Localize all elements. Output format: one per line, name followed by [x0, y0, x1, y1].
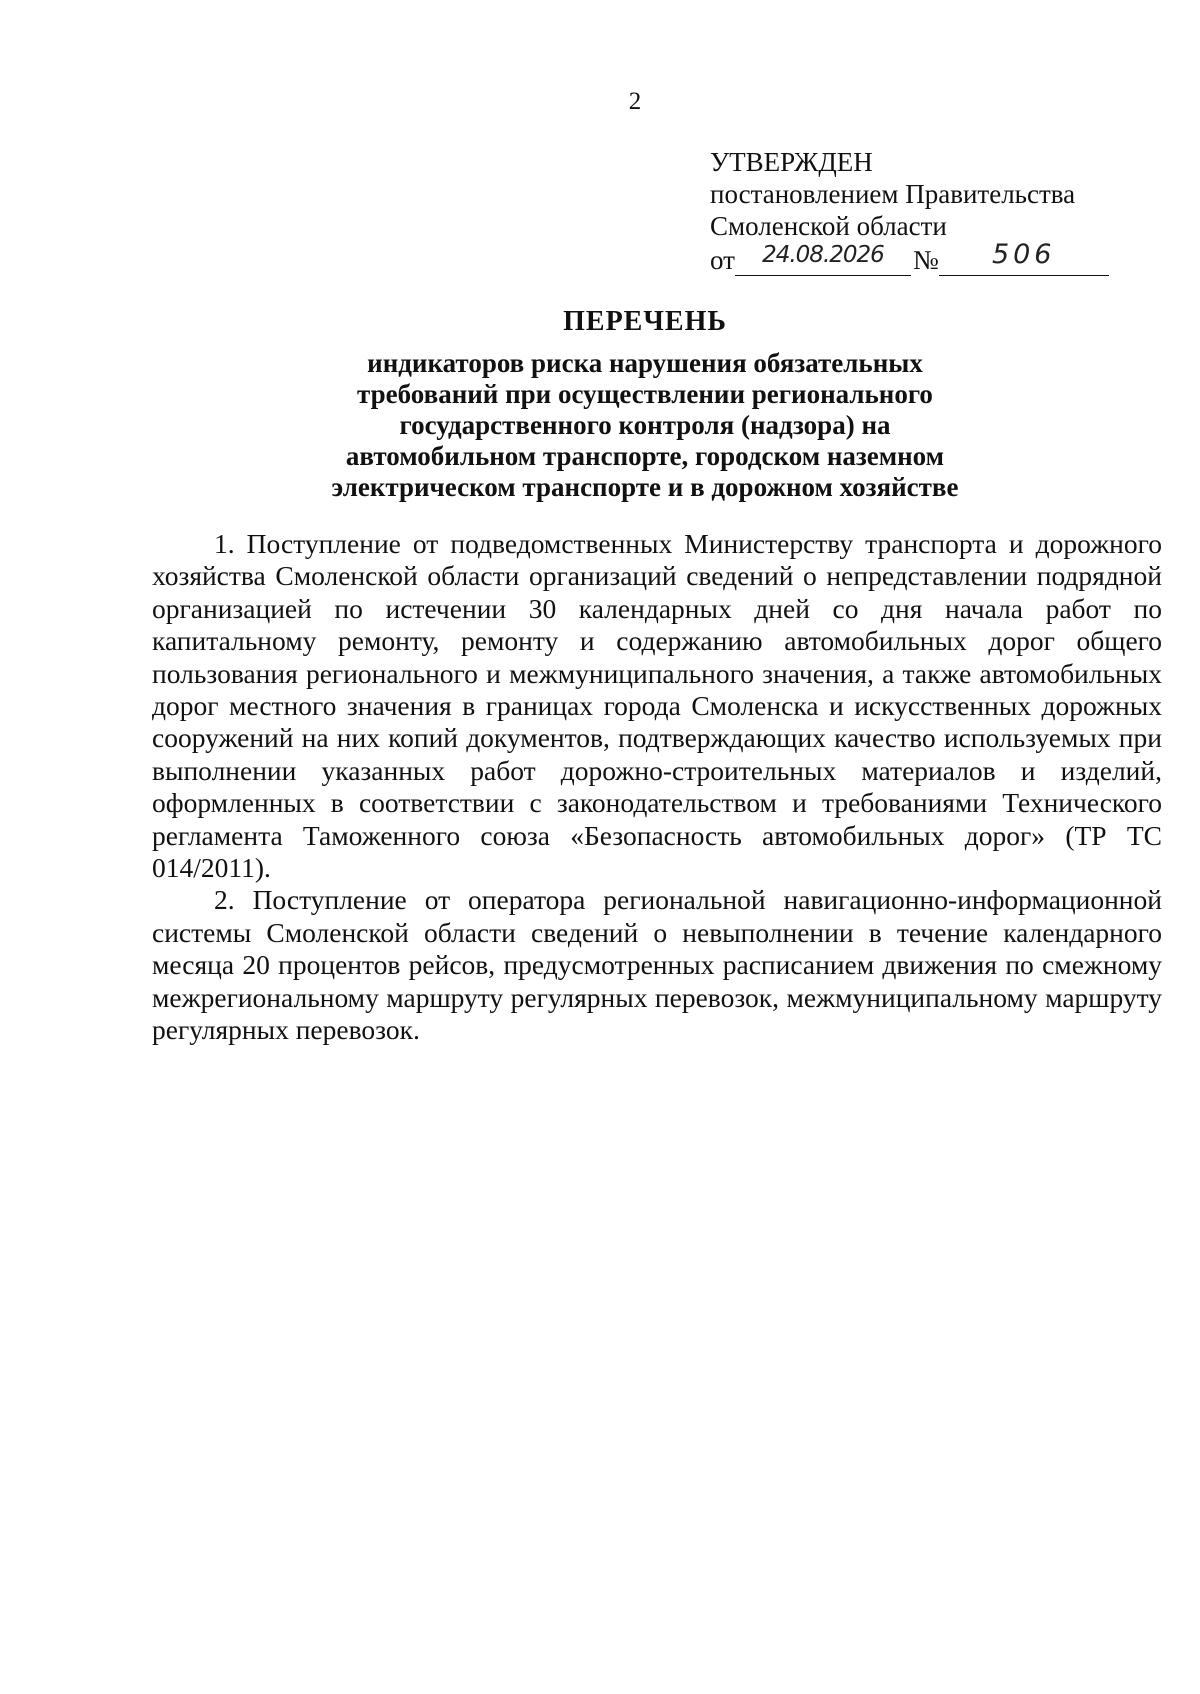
subtitle-line: требований при осуществлении регионального	[357, 379, 933, 409]
document-title-block	[150, 306, 1140, 503]
approval-stamp-block	[710, 146, 1150, 276]
subtitle-line: государственного контроля (надзора) на	[399, 410, 891, 440]
date-prefix: от	[710, 245, 735, 275]
approval-heading: УТВЕРЖДЕН	[710, 147, 873, 177]
subtitle-line: индикаторов риска нарушения обязательных	[367, 348, 923, 378]
approval-region: Смоленской области	[710, 211, 947, 241]
page-number: 2	[628, 88, 642, 115]
list-item-2: 2. Поступление от оператора региональной навигационно-информационной системы Смоленской области сведений о невыполнении в течение календарного месяца 20 процентов рейсов, предусмотренных расписанием движения по смежному межрегиональному маршруту регулярных перевозок, межмуниципальному маршруту регулярных перевозок.	[152, 884, 1162, 1046]
subtitle-line: автомобильном транспорте, городском наземном	[345, 441, 945, 471]
approval-authority: постановлением Правительства	[710, 179, 1076, 209]
document-title: ПЕРЕЧЕНЬ	[563, 306, 727, 337]
handwritten-date: 24.08.2026	[735, 245, 911, 276]
document-subtitle	[150, 348, 1140, 503]
subtitle-line: электрическом транспорте и в дорожном хозяйстве	[331, 472, 959, 502]
handwritten-number: 506	[939, 245, 1109, 276]
approval-date-number-line	[710, 239, 1150, 276]
list-item-1: 1. Поступление от подведомственных Министерству транспорта и дорожного хозяйства Смоленской области организаций сведений о непредставлении подрядной организацией по истечении 30 календарных дней со дня начала работ по капитальному ремонту, ремонту и содержанию автомобильных дорог общего пользования регионального и межмуниципального значения, а также автомобильных дорог местного значения в границах города Смоленска и искусственных дорожных сооружений на них копий документов, подтверждающих качество используемых при выполнении указанных работ дорожно-строительных материалов и изделий, оформленных в соответствии с законодательством и требованиями Технического регламента Таможенного союза «Безопасность автомобильных дорог» (ТР ТС 014/2011).	[152, 528, 1162, 884]
number-label: №	[912, 245, 939, 275]
document-body	[152, 528, 1162, 1047]
